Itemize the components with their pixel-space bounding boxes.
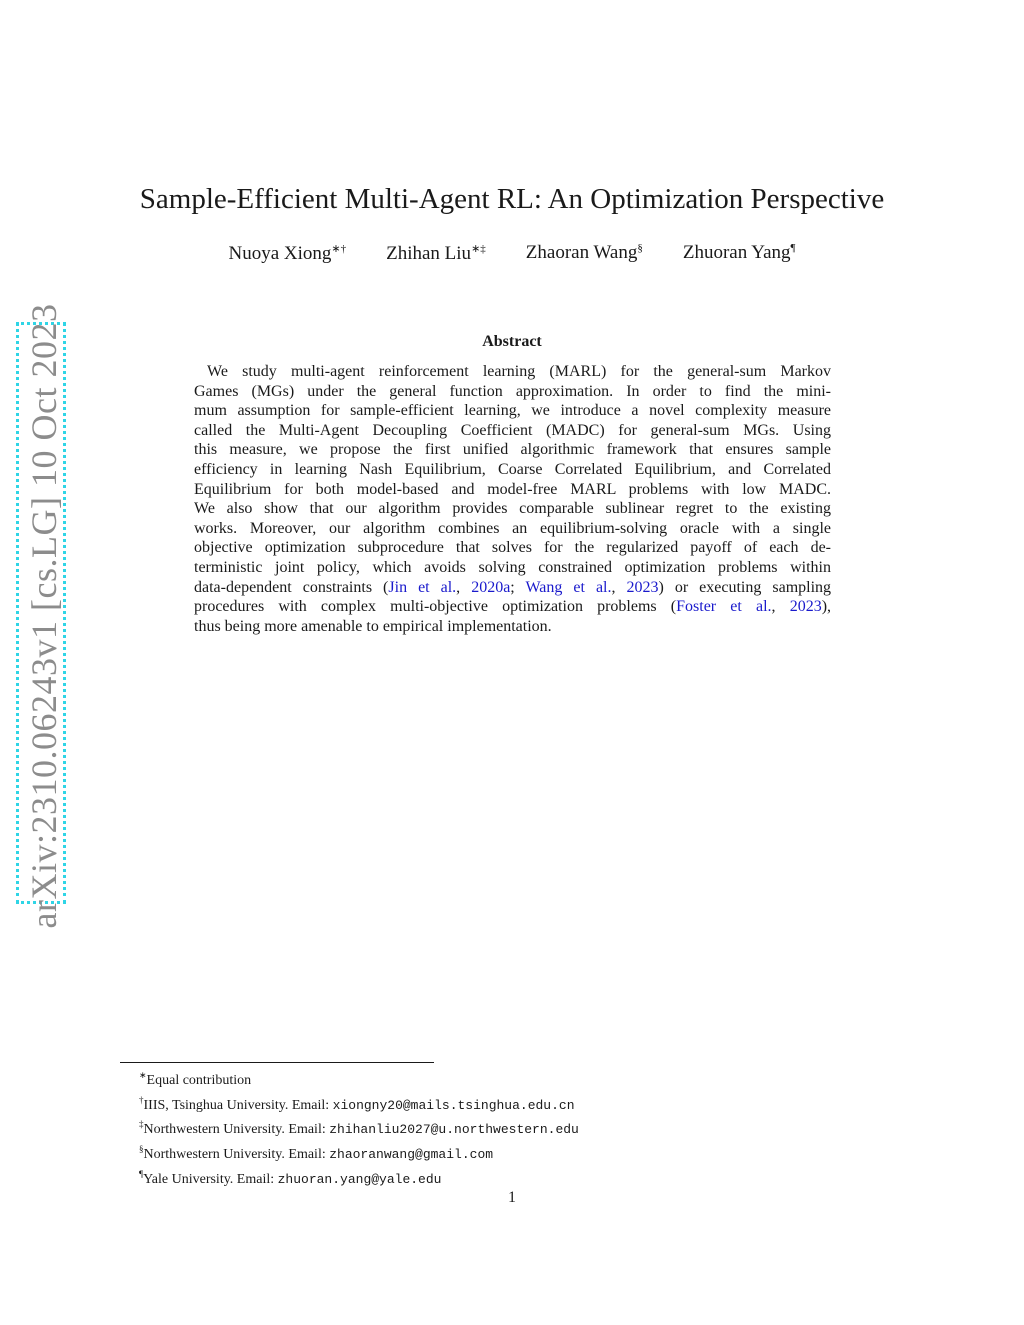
author-name: Zhaoran Wang xyxy=(525,242,638,263)
footnote-text: Northwestern University. Email: xyxy=(143,1122,330,1138)
abstract-body xyxy=(194,362,831,636)
arxiv-stamp-text: arXiv:2310.06243v1 [cs.LG] 10 Oct 2023 xyxy=(24,303,64,929)
footnote-mark: § xyxy=(139,1144,144,1155)
author-1 xyxy=(228,242,346,265)
abstract-line: called the Multi-Agent Decoupling Coefficient (MADC) for general-sum MGs. Using xyxy=(194,421,831,439)
abstract-line: We also show that our algorithm provides comparable sublinear regret to the existing xyxy=(194,500,831,518)
footnote-item xyxy=(139,1091,839,1116)
abstract-line: this measure, we propose the first unified algorithmic framework that ensures sample xyxy=(194,441,831,459)
footnotes xyxy=(139,1066,839,1190)
citation-year-link-foster[interactable]: 2023 xyxy=(789,598,822,616)
footnote-email[interactable]: zhaoranwang@gmail.com xyxy=(329,1147,494,1163)
abstract-line: efficiency in learning Nash Equilibrium, Coarse Correlated Equilibrium, and Correlated xyxy=(194,460,831,478)
paper-title: Sample-Efficient Multi-Agent RL: An Optimization Perspective xyxy=(139,183,885,215)
author-marks: ∗† xyxy=(331,243,347,255)
author-marks: § xyxy=(637,242,643,254)
abstract-heading: Abstract xyxy=(482,333,542,350)
abstract-line: mum assumption for sample-efficient learning, we introduce a novel complexity measure xyxy=(194,402,831,420)
text: ) or executing sampling xyxy=(658,578,832,596)
footnote-mark: ∗ xyxy=(139,1070,147,1080)
footnote-email[interactable]: zhuoran.yang@yale.edu xyxy=(277,1171,442,1187)
text: procedures with complex multi-objective optimization problems ( xyxy=(194,598,677,616)
text: , xyxy=(456,578,472,596)
abstract-line: thus being more amenable to empirical implementation. xyxy=(194,617,552,635)
author-marks: ∗‡ xyxy=(471,243,486,255)
abstract-line-with-citations xyxy=(194,578,831,598)
abstract-line: Games (MGs) under the general function approximation. In order to find the mini- xyxy=(194,382,831,400)
author-name: Nuoya Xiong xyxy=(228,243,332,264)
citation-link-wang[interactable]: Wang et al. xyxy=(525,578,612,596)
text: ), xyxy=(821,598,832,616)
text: , xyxy=(771,598,790,616)
footnote-item xyxy=(139,1115,839,1140)
citation-link-jin[interactable]: Jin et al. xyxy=(388,578,457,596)
footnote-text: Northwestern University. Email: xyxy=(143,1147,330,1163)
footnote-text: Yale University. Email: xyxy=(143,1171,278,1187)
citation-year-link-wang[interactable]: 2023 xyxy=(626,578,659,596)
footnote-item xyxy=(139,1066,839,1091)
abstract-line: terministic joint policy, which avoids solving constrained optimization problems within xyxy=(194,558,831,576)
footnote-email[interactable]: xiongny20@mails.tsinghua.edu.cn xyxy=(332,1097,575,1113)
footnote-email[interactable]: zhihanliu2027@u.northwestern.edu xyxy=(329,1122,579,1138)
footnote-divider xyxy=(120,1062,434,1063)
author-name: Zhihan Liu xyxy=(386,243,472,264)
abstract-line: Equilibrium for both model-based and model-free MARL problems with low MADC. xyxy=(194,480,831,498)
text: , xyxy=(611,578,627,596)
abstract-line: objective optimization subprocedure that solves for the regularized payoff of each de- xyxy=(194,539,831,557)
footnote-mark: ‡ xyxy=(139,1119,144,1130)
footnote-text: Equal contribution xyxy=(146,1073,252,1088)
citation-year-link-jin[interactable]: 2020a xyxy=(471,578,511,596)
author-name: Zhuoran Yang xyxy=(682,242,791,263)
abstract-line: works. Moreover, our algorithm combines an equilibrium-solving oracle with a single xyxy=(194,519,831,537)
author-2 xyxy=(386,242,486,265)
footnote-mark: † xyxy=(139,1094,144,1105)
abstract-line-with-citation xyxy=(194,597,831,617)
citation-link-foster[interactable]: Foster et al. xyxy=(676,598,772,616)
page-number: 1 xyxy=(508,1189,516,1206)
author-marks: ¶ xyxy=(790,242,796,254)
footnote-item xyxy=(139,1140,839,1165)
footnote-item xyxy=(139,1165,839,1190)
author-4 xyxy=(683,242,796,265)
footnote-text: IIIS, Tsinghua University. Email: xyxy=(143,1097,333,1113)
author-list xyxy=(0,242,1024,265)
text: ; xyxy=(510,578,526,596)
arxiv-stamp[interactable] xyxy=(16,303,66,929)
footnote-mark: ¶ xyxy=(139,1168,144,1179)
abstract-line: We study multi-agent reinforcement learning (MARL) for the general-sum Markov xyxy=(207,363,831,380)
author-3 xyxy=(526,242,643,265)
text: data-dependent constraints ( xyxy=(194,578,389,596)
